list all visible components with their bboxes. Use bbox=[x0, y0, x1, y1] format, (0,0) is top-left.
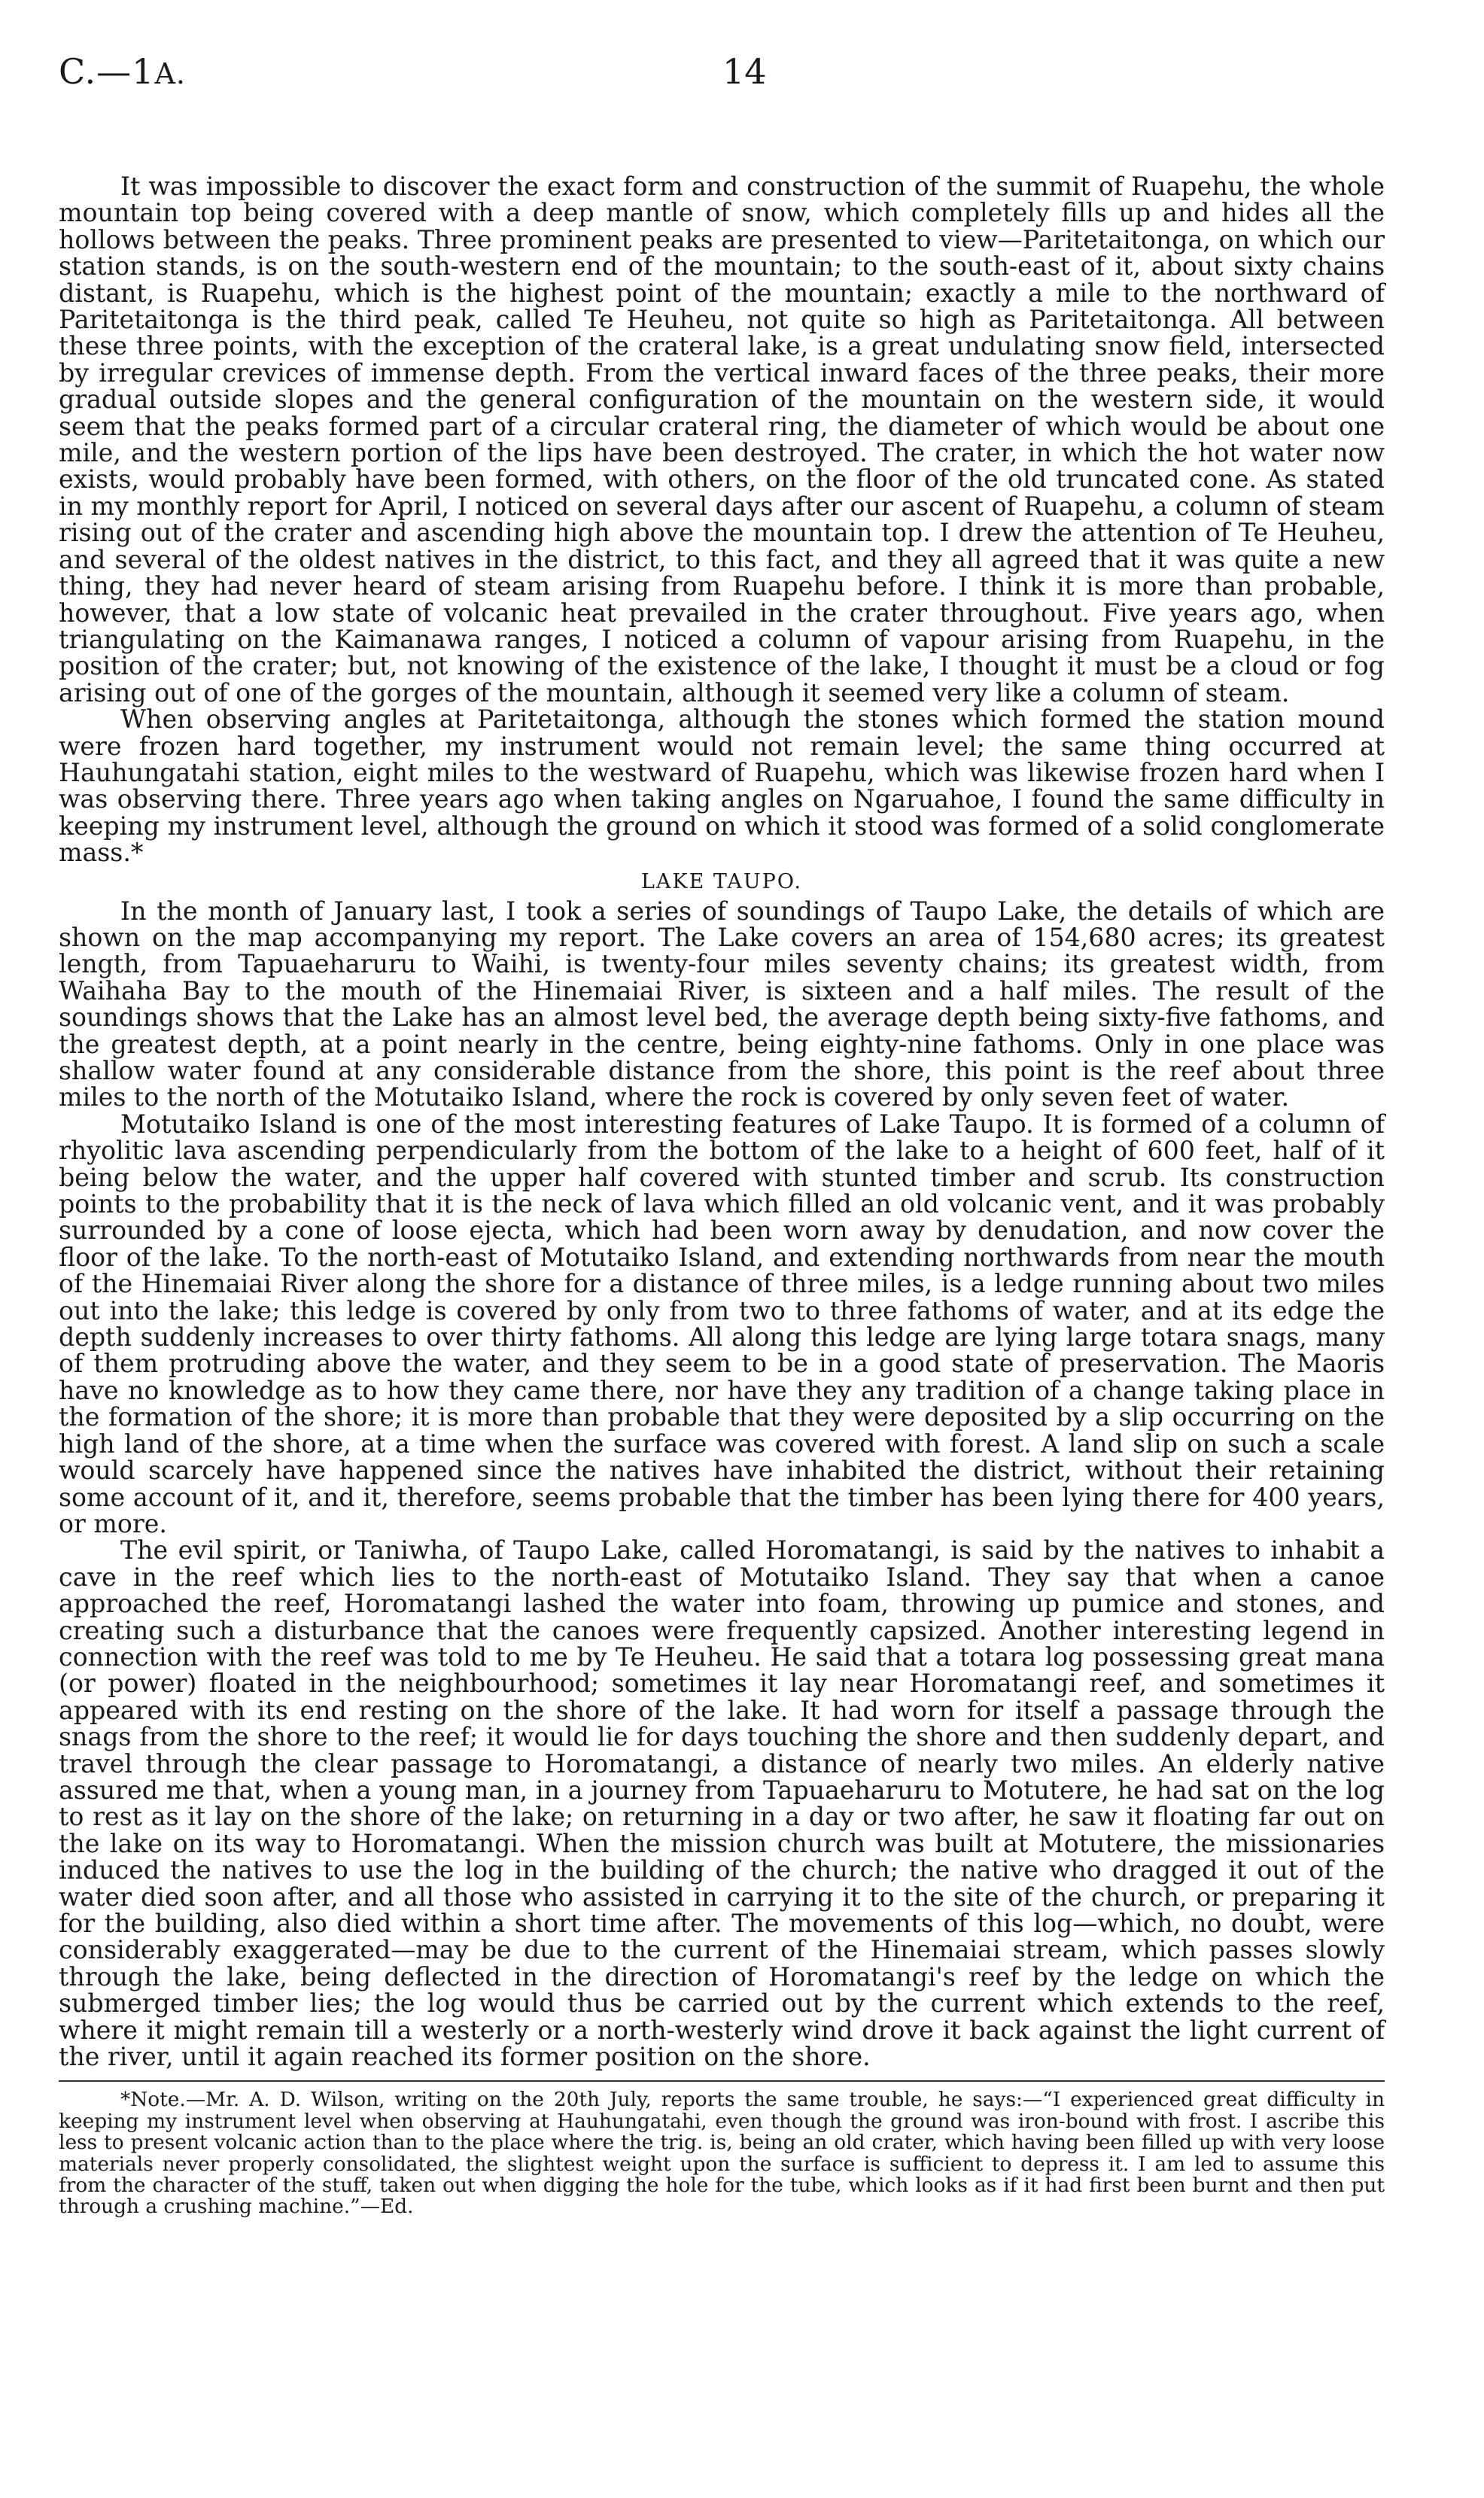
doc-ref-main: C.—1 bbox=[59, 51, 155, 92]
section-heading-lake-taupo: LAKE TAUPO. bbox=[641, 869, 802, 893]
paragraph-soundings: In the month of January last, I took a series of soundings of Taupo Lake, the details of which are shown on the map accompanying my report. The Lake covers an area of 154,680 acres; its greatest length, from Tapuaeharuru to Waihi, is twenty-four miles seventy chains; its greatest width, from Waihaha Bay to the mouth of the Hinemaiai River, is sixteen and a half miles. The result of the soundings shows that the Lake has an almost level bed, the average depth being sixty-five fathoms, and the greatest depth, at a point nearly in the centre, being eighty-nine fathoms. Only in one place was shallow water found at any considerable distance from the shore, this point is the reef about three miles to the north of the Motutaiko Island, where the rock is covered by only seven feet of water. bbox=[59, 896, 1385, 1112]
footnote-divider bbox=[59, 2080, 1385, 2082]
doc-ref-suffix: A. bbox=[154, 57, 186, 90]
paragraph-horomatangi: The evil spirit, or Taniwha, of Taupo Lake, called Horomatangi, is said by the natives to inhabit a cave in the reef which lies to the north-east of Motutaiko Island. They say that when a canoe approached the reef, Horomatangi lashed the water into foam, throwing up pumice and stones, and creating such a disturbance that the canoes were frequently capsized. Another interesting legend in connection with the reef was told to me by Te Heuheu. He said that a totara log possessing great mana (or power) floated in the neighbourhood; sometimes it lay near Horomatangi reef, and sometimes it appeared with its end resting on the shore of the lake. It had worn for itself a passage through the snags from the shore to the reef; it would lie for days touching the shore and then suddenly depart, and travel through the clear passage to Horomatangi, a distance of nearly two miles. An elderly native assured me that, when a young man, in a journey from Tapuaeharuru to Motutere, he had sat on the log to rest as it lay on the shore of the lake; on returning in a day or two after, he saw it floating far out on the lake on its way to Horomatangi. When the mission church was built at Motutere, the missionaries induced the natives to use the log in the building of the church; the native who dragged it out of the water died soon after, and all those who assisted in carrying it to the site of the church, or preparing it for the building, also died within a short time after. The movements of this log—which, no doubt, were considerably exaggerated—may be due to the current of the Hinemaiai stream, which passes slowly through the lake, being deflected in the direction of Horomatangi's reef by the ledge on which the submerged timber lies; the log would thus be carried out by the current which extends to the reef, where it might remain till a westerly or a north-westerly wind drove it back against the light current of the river, until it again reached its former position on the shore. bbox=[59, 1535, 1385, 2072]
footnote: *Note.—Mr. A. D. Wilson, writing on the 20th July, reports the same trouble, he says:—“I experienced great difficulty in keeping my instrument level when observing at Hauhungatahi, even though the ground was iron-bound with frost. I ascribe this less to present volcanic action than to the place where the trig. is, being an old crater, which having been filled up with very loose materials never properly consolidated, the slightest weight upon the surface is sufficient to depress it. I am led to assume this from the character of the stuff, taken out when digging the hole for the tube, which looks as if it had first been burnt and then put through a crushing machine.”—Ed. bbox=[59, 2088, 1385, 2219]
paragraph-ruapehu-summit: It was impossible to discover the exact form and construction of the summit of Ruapehu, the whole mountain top being covered with a deep mantle of snow, which completely fills up and hides all the hollows between the peaks. Three prominent peaks are presented to view—Paritetaitonga, on which our station stands, is on the south-western end of the mountain; to the south-east of it, about sixty chains distant, is Ruapehu, which is the highest point of the mountain; exactly a mile to the northward of Paritetaitonga is the third peak, called Te Heuheu, not quite so high as Paritetaitonga. All between these three points, with the exception of the crateral lake, is a great undulating snow field, intersected by irregular crevices of immense depth. From the vertical inward faces of the three peaks, their more gradual outside slopes and the general configuration of the mountain on the western side, it would seem that the peaks formed part of a circular crateral ring, the diameter of which would be about one mile, and the western portion of the lips have been destroyed. The crater, in which the hot water now exists, would probably have been formed, with others, on the floor of the old truncated cone. As stated in my monthly report for April, I noticed on several days after our ascent of Ruapehu, a column of steam rising out of the crater and ascending high above the mountain top. I drew the attention of Te Heuheu, and several of the oldest natives in the district, to this fact, and they all agreed that it was quite a new thing, they had never heard of steam arising from Ruapehu before. I think it is more than probable, however, that a low state of volcanic heat prevailed in the crater throughout. Five years ago, when triangulating on the Kaimanawa ranges, I noticed a column of vapour arising from Ruapehu, in the position of the crater; but, not knowing of the existence of the lake, I thought it must be a cloud or fog arising out of one of the gorges of the mountain, although it seemed very like a column of steam. bbox=[59, 172, 1385, 707]
body-text bbox=[59, 173, 1385, 2218]
page-header bbox=[59, 45, 1385, 98]
paragraph-observing-angles: When observing angles at Paritetaitonga, although the stones which formed the station mound were frozen hard together, my instrument would not remain level; the same thing occurred at Hauhungatahi station, eight miles to the westward of Ruapehu, which was likewise frozen hard when I was observing there. Three years ago when taking angles on Ngaruahoe, I found the same difficulty in keeping my instrument level, although the ground on which it stood was formed of a solid conglomerate mass.* bbox=[59, 704, 1385, 868]
paragraph-motutaiko-island: Motutaiko Island is one of the most interesting features of Lake Taupo. It is formed of a column of rhyolitic lava ascending perpendicularly from the bottom of the lake to a height of 600 feet, half of it being below the water, and the upper half covered with stunted timber and scrub. Its construction points to the probability that it is the neck of lava which filled an old volcanic vent, and it was probably surrounded by a cone of loose ejecta, which had been worn away by denudation, and now cover the floor of the lake. To the north-east of Motutaiko Island, and extending northwards from near the mouth of the Hinemaiai River along the shore for a distance of three miles, is a ledge running about two miles out into the lake; this ledge is covered by only from two to three fathoms of water, and at its edge the depth suddenly increases to over thirty fathoms. All along this ledge are lying large totara snags, many of them protruding above the water, and they seem to be in a good state of preservation. The Maoris have no knowledge as to how they came there, nor have they any tradition of a change taking place in the formation of the shore; it is more than probable that they were deposited by a slip occurring on the high land of the shore, at a time when the surface was covered with forest. A land slip on such a scale would scarcely have happened since the natives have inhabited the district, without their retaining some account of it, and it, therefore, seems probable that the timber has been lying there for 400 years, or more. bbox=[59, 1109, 1385, 1538]
page-number: 14 bbox=[722, 51, 767, 92]
document-reference bbox=[59, 51, 186, 92]
